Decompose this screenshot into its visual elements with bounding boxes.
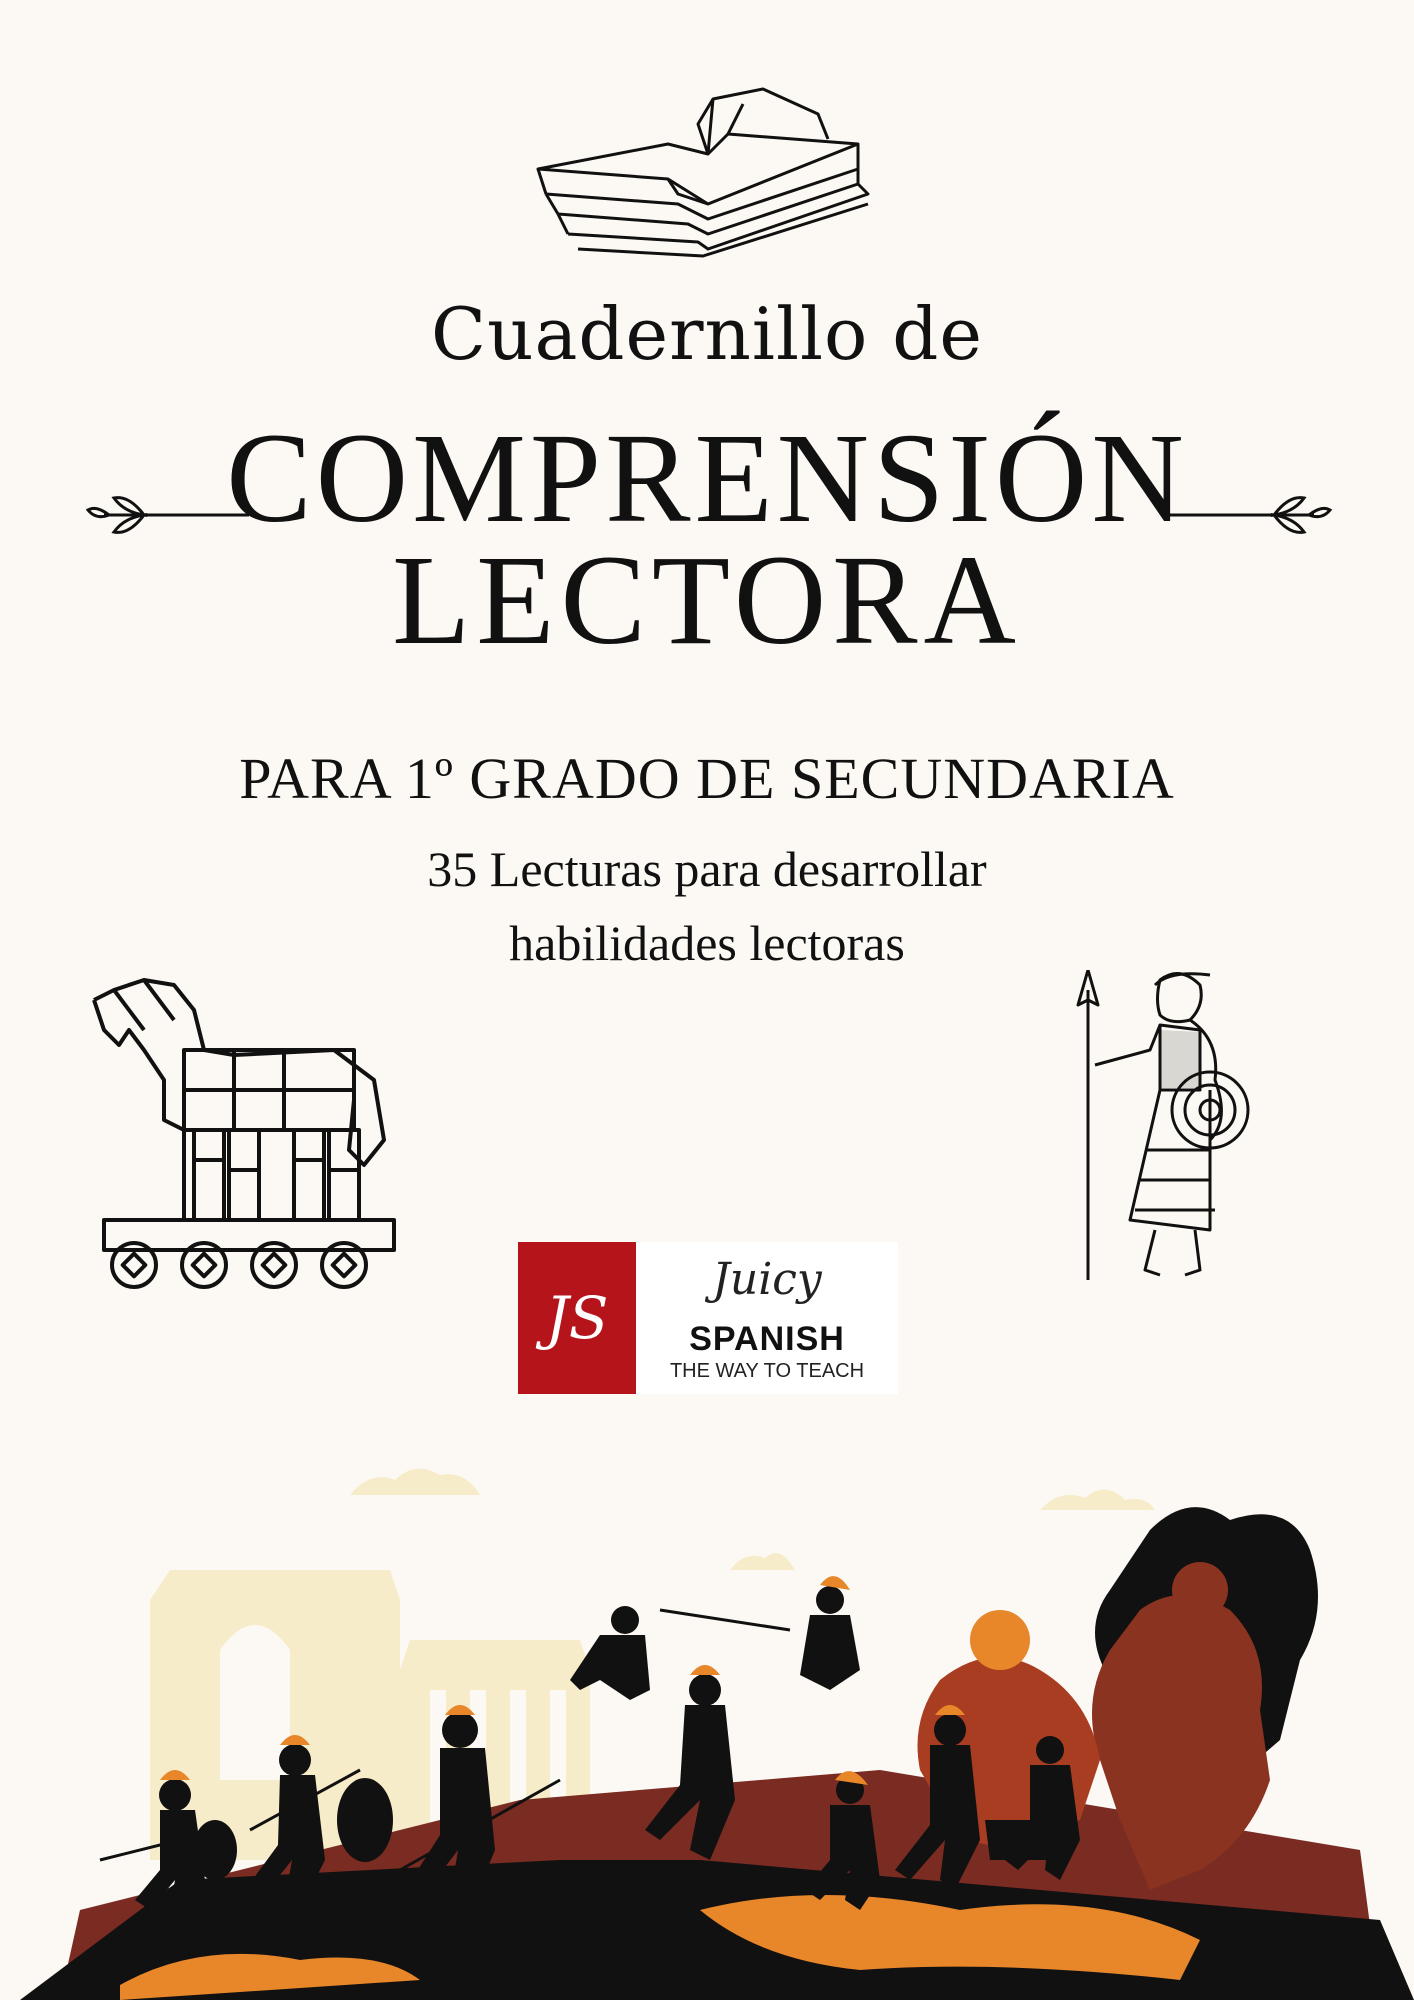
description-line-2: habilidades lectoras [509,915,905,971]
greek-battle-scene-illustration [0,1440,1414,2000]
grade-subtitle: PARA 1º GRADO DE SECUNDARIA [239,746,1175,811]
logo-name-script: Juicy [712,1254,822,1305]
pre-title: Cuadernillo de [431,292,983,376]
logo-name-bold: SPANISH [689,1320,845,1358]
juicy-spanish-logo [518,1242,898,1394]
logo-tagline: THE WAY TO TEACH [669,1360,865,1382]
logo-mark: JS [518,1242,636,1394]
open-book-icon [528,84,888,274]
trojan-horse-illustration [84,970,404,1290]
title-line-1: COMPRENSIÓN [226,407,1188,549]
athena-warrior-illustration [1060,970,1280,1290]
title-line-2: LECTORA [392,529,1022,671]
description-line-1: 35 Lecturas para desarrollar [427,841,987,897]
